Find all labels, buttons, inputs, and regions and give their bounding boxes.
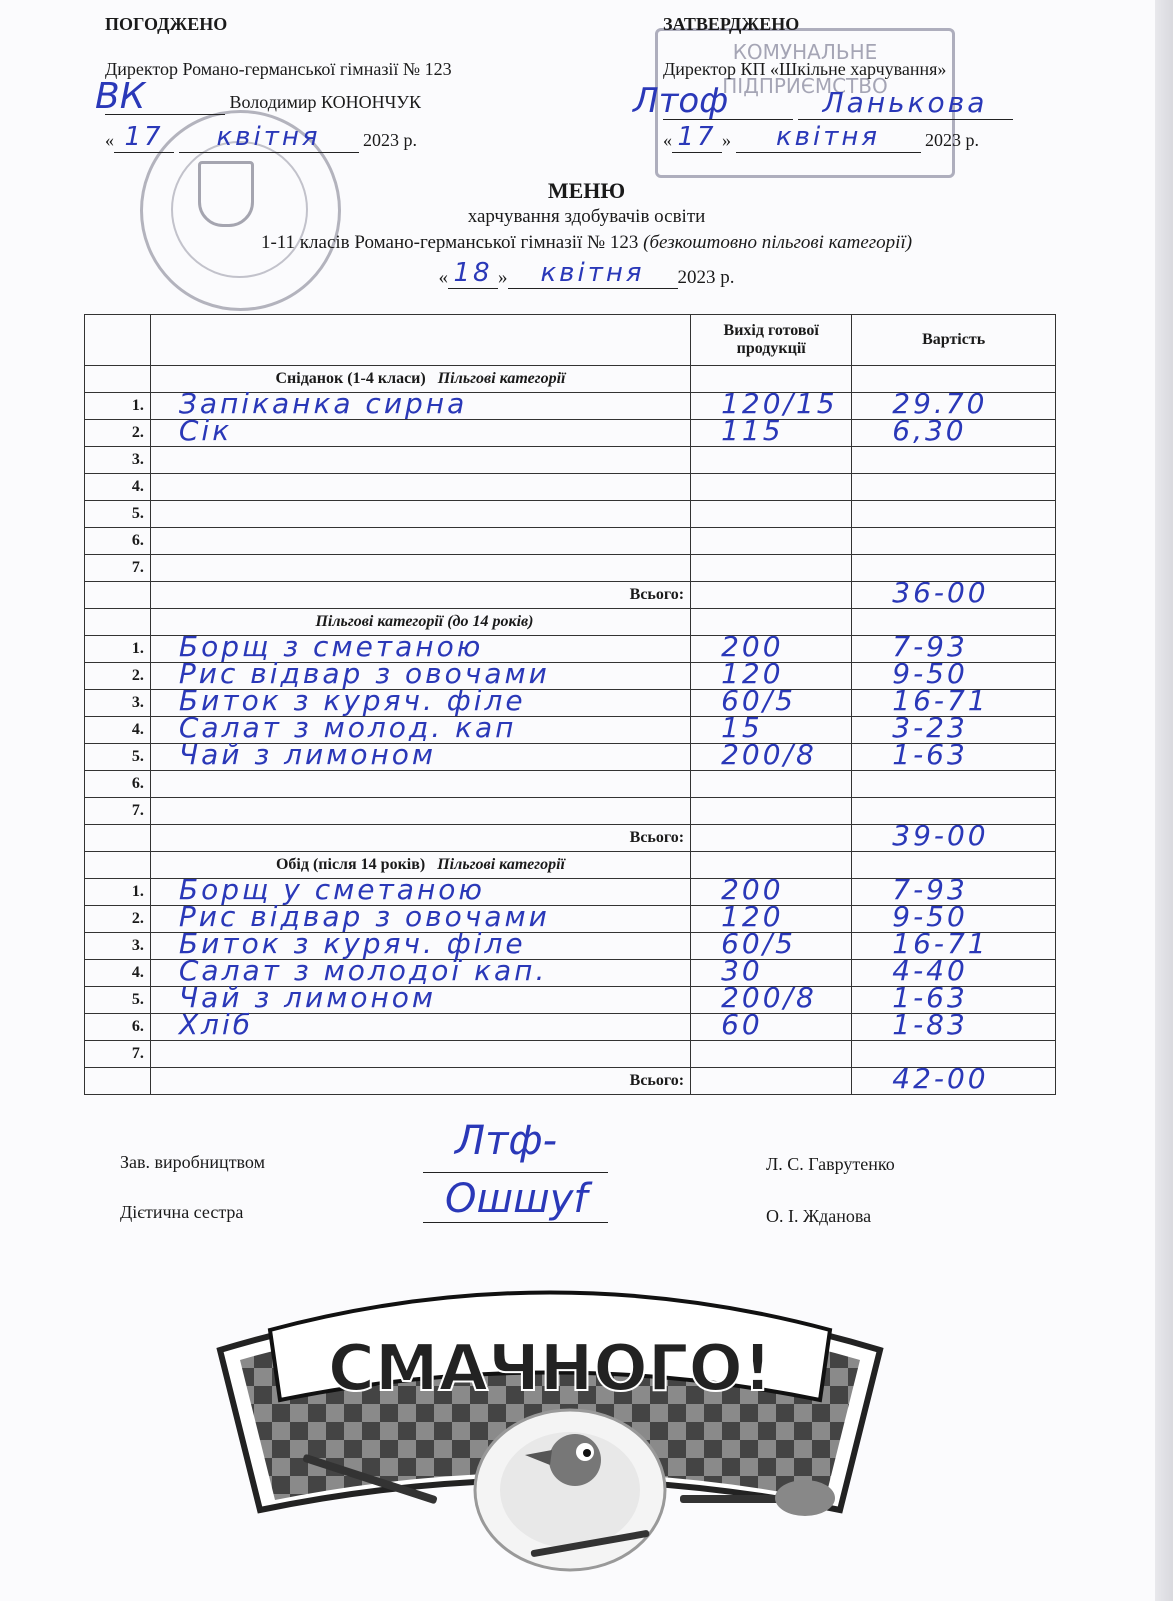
row-number: 4. xyxy=(85,717,151,744)
row-number: 3. xyxy=(85,933,151,960)
bird-mascot-icon xyxy=(549,1434,601,1486)
date-quote: « xyxy=(105,130,114,150)
stamp-text: КОМУНАЛЬНЕ ПІДПРИЄМСТВО xyxy=(722,40,888,98)
dish-cost: 9-50 xyxy=(892,657,968,690)
dish-cost: 1-83 xyxy=(892,1008,968,1041)
dish-yield: 60 xyxy=(721,1008,763,1041)
spoon-icon xyxy=(680,1495,790,1503)
row-number: 7. xyxy=(85,555,151,582)
menu-table xyxy=(84,314,1056,1095)
dish-name: Биток з куряч. філе xyxy=(178,927,526,960)
dish-name: Запіканка сирна xyxy=(178,387,468,420)
dish-yield: 60/5 xyxy=(721,927,796,960)
row-number: 2. xyxy=(85,906,151,933)
row-number: 1. xyxy=(85,393,151,420)
menu-title: МЕНЮ xyxy=(547,178,626,203)
row-number: 4. xyxy=(85,474,151,501)
dish-yield: 60/5 xyxy=(721,684,796,717)
nurse-signature-line xyxy=(423,1222,608,1223)
approval-left-month: квітня xyxy=(216,122,321,152)
row-number: 4. xyxy=(85,960,151,987)
total-value: 42-00 xyxy=(892,1062,989,1095)
approval-right-name: Ланькова xyxy=(822,86,988,119)
dish-yield: 120/15 xyxy=(721,387,838,420)
approval-left-block xyxy=(95,12,585,152)
row-number: 6. xyxy=(85,1014,151,1041)
dish-yield: 30 xyxy=(721,954,763,987)
production-signature-line xyxy=(423,1172,608,1173)
row-number: 6. xyxy=(85,771,151,798)
director-signature-line xyxy=(95,76,225,117)
approval-right-block xyxy=(633,12,1043,152)
approval-right-day: 17 xyxy=(677,122,717,152)
dish-yield: 200/8 xyxy=(721,738,817,771)
dish-cost: 16-71 xyxy=(892,927,989,960)
total-row xyxy=(85,582,1056,609)
total-label: Всього: xyxy=(150,1068,690,1095)
row-number: 3. xyxy=(85,690,151,717)
section-title-italic: Пільгові категорії xyxy=(437,370,566,387)
nurse-role: Дієтична сестра xyxy=(120,1202,244,1222)
menu-date-year: 2023 р. xyxy=(677,267,735,288)
column-header-cost: Вартість xyxy=(852,315,1056,366)
dish-name: Чай з лимоном xyxy=(178,738,437,771)
production-role: Зав. виробництвом xyxy=(120,1152,265,1172)
approval-right-month: квітня xyxy=(775,122,881,152)
nurse-name: О. І. Жданова xyxy=(766,1206,872,1226)
approval-right-position: Директор КП «Шкільне харчування» xyxy=(663,59,947,79)
date-quote: « xyxy=(663,130,672,150)
menu-date-day: 18 xyxy=(453,258,493,288)
dish-cost: 6,30 xyxy=(892,414,967,447)
approval-left-name: Володимир КОНОНЧУК xyxy=(229,92,422,112)
table-row xyxy=(85,420,1056,447)
dish-name: Борщ з сметаною xyxy=(178,630,484,663)
bon-appetit-banner xyxy=(200,1260,900,1590)
dish-cost: 4-40 xyxy=(892,954,968,987)
total-label: Всього: xyxy=(150,582,690,609)
total-value: 39-00 xyxy=(892,819,989,852)
section-title-italic: Пільгові категорії xyxy=(437,856,565,873)
subtitle-category: (безкоштовно пільгові категорії) xyxy=(643,232,913,253)
dish-name: Хліб xyxy=(178,1008,253,1041)
row-number: 5. xyxy=(85,744,151,771)
total-row xyxy=(85,825,1056,852)
menu-date xyxy=(0,258,1173,289)
dish-name: Салат з молодої кап. xyxy=(178,954,548,987)
row-number: 1. xyxy=(85,879,151,906)
approval-right-heading: ЗАТВЕРДЖЕНО xyxy=(663,14,800,34)
row-number: 5. xyxy=(85,987,151,1014)
manager-signature: Лтоф xyxy=(633,81,729,121)
dish-yield: 200 xyxy=(721,873,784,906)
approval-left-position: Директор Романо-германської гімназії № 123 xyxy=(105,59,452,79)
row-number: 5. xyxy=(85,501,151,528)
dish-cost: 9-50 xyxy=(892,900,968,933)
row-number: 6. xyxy=(85,528,151,555)
menu-subtitle-school xyxy=(0,232,1173,254)
approval-left-year: 2023 р. xyxy=(363,130,417,150)
dish-yield: 200 xyxy=(721,630,784,663)
table-row xyxy=(85,474,1056,501)
approval-left-heading: ПОГОДЖЕНО xyxy=(105,14,228,34)
row-number: 2. xyxy=(85,663,151,690)
row-number: 3. xyxy=(85,447,151,474)
director-signature: ВК xyxy=(95,76,146,117)
nurse-signature: Ошшуf xyxy=(445,1176,588,1222)
table-row xyxy=(85,744,1056,771)
table-row xyxy=(85,447,1056,474)
dish-yield: 120 xyxy=(721,657,784,690)
menu-subtitle: харчування здобувачів освіти xyxy=(467,206,706,227)
dish-name: Рис відвар з овочами xyxy=(178,657,550,690)
table-row xyxy=(85,1014,1056,1041)
table-row xyxy=(85,501,1056,528)
dish-cost: 29.70 xyxy=(892,387,988,420)
row-number: 2. xyxy=(85,420,151,447)
dish-name: Рис відвар з овочами xyxy=(178,900,550,933)
dish-name: Биток з куряч. філе xyxy=(178,684,526,717)
subtitle-school: 1-11 класів Романо-германської гімназії № 123 xyxy=(260,232,639,253)
row-number: 7. xyxy=(85,1041,151,1068)
dish-cost: 3-23 xyxy=(892,711,968,744)
date-quote: » xyxy=(498,267,508,288)
table-header-row xyxy=(85,315,1056,366)
row-number: 7. xyxy=(85,798,151,825)
date-quote: » xyxy=(722,130,731,150)
dish-name: Чай з лимоном xyxy=(178,981,437,1014)
row-number: 1. xyxy=(85,636,151,663)
dish-cost: 7-93 xyxy=(892,630,968,663)
banner-text: СМАЧНОГО! xyxy=(327,1332,773,1406)
dish-cost: 16-71 xyxy=(892,684,989,717)
dish-cost: 1-63 xyxy=(892,981,968,1014)
section-title-bold: Сніданок (1-4 класи) xyxy=(275,370,426,387)
dish-cost: 7-93 xyxy=(892,873,968,906)
date-quote: « xyxy=(438,267,448,288)
dish-yield: 200/8 xyxy=(721,981,817,1014)
total-row xyxy=(85,1068,1056,1095)
total-label: Всього: xyxy=(150,825,690,852)
table-row xyxy=(85,528,1056,555)
menu-date-month: квітня xyxy=(540,258,645,288)
table-row xyxy=(85,771,1056,798)
approval-right-year: 2023 р. xyxy=(925,130,979,150)
manager-signature-line xyxy=(633,81,793,121)
dish-yield: 15 xyxy=(721,711,763,744)
dish-yield: 120 xyxy=(721,900,784,933)
section-title-italic: Пільгові категорії (до 14 років) xyxy=(315,613,534,630)
dish-cost: 1-63 xyxy=(892,738,968,771)
dish-yield: 115 xyxy=(721,414,784,447)
total-value: 36-00 xyxy=(892,576,989,609)
production-name: Л. С. Гаврутенко xyxy=(766,1154,895,1174)
dish-name: Салат з молод. кап xyxy=(178,711,517,744)
column-header-yield: Вихід готової продукції xyxy=(691,315,852,366)
approval-left-day: 17 xyxy=(124,122,164,152)
dish-name: Сік xyxy=(178,414,233,447)
section-title-bold: Обід (після 14 років) xyxy=(275,856,426,873)
dish-name: Борщ у сметаною xyxy=(178,873,485,906)
production-signature: Лтф- xyxy=(455,1118,558,1164)
